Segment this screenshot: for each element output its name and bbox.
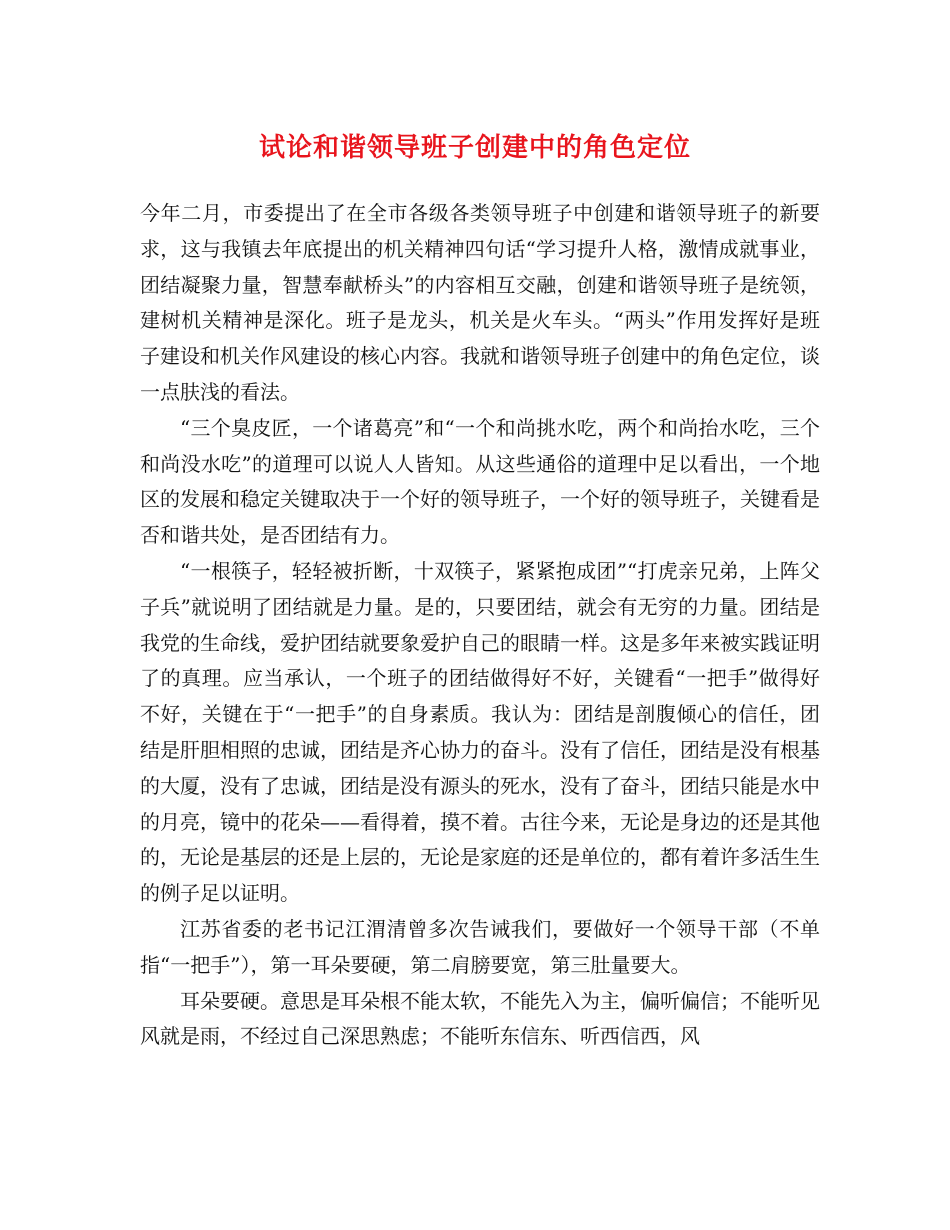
- paragraph-unity: “一根筷子，轻轻被折断，十双筷子，紧紧抱成团”“打虎亲兄弟，上阵父子兵”就说明了团结就是力量。是的，只要团结，就会有无穷的力量。团结是我党的生命线，爱护团结就要象爱护自己的眼睛一样。这是多年来被实践证明了的真理。应当承认，一个班子的团结做得好不好，关键看“一把手”做得好不好，关键在于“一把手”的自身素质。我认为：团结是剖腹倾心的信任，团结是肝胆相照的忠诚，团结是齐心协力的奋斗。没有了信任，团结是没有根基的大厦，没有了忠诚，团结是没有源头的死水，没有了奋斗，团结只能是水中的月亮，镜中的花朵——看得着，摸不着。古往今来，无论是身边的还是其他的，无论是基层的还是上层的，无论是家庭的还是单位的，都有着许多活生生的例子足以证明。: [140, 558, 820, 906]
- paragraph-intro: 今年二月，市委提出了在全市各级各类领导班子中创建和谐领导班子的新要求，这与我镇去年底提出的机关精神四句话“学习提升人格，激情成就事业，团结凝聚力量，智慧奉献桥头”的内容相互交融，创建和谐领导班子是统领，建树机关精神是深化。班子是龙头，机关是火车头。“两头”作用发挥好是班子建设和机关作风建设的核心内容。我就和谐领导班子创建中的角色定位，谈一点肤浅的看法。: [140, 201, 820, 404]
- document-title: 试论和谐领导班子创建中的角色定位: [258, 133, 691, 163]
- paragraph-jiang-weiqing: 江苏省委的老书记江渭清曾多次告诫我们，要做好一个领导干部（不单指“一把手”），第一耳朵要硬，第二肩膀要宽，第三肚量要大。: [140, 916, 820, 977]
- document-body: [140, 196, 820, 1055]
- paragraph-ears: 耳朵要硬。意思是耳朵根不能太软，不能先入为主，偏听偏信；不能听见风就是雨，不经过自己深思熟虑；不能听东信东、听西信西，风: [140, 988, 820, 1049]
- paragraph-proverb: “三个臭皮匠，一个诸葛亮”和“一个和尚挑水吃，两个和尚抬水吃，三个和尚没水吃”的道理可以说人人皆知。从这些通俗的道理中足以看出，一个地区的发展和稳定关键取决于一个好的领导班子，一个好的领导班子，关键看是否和谐共处，是否团结有力。: [140, 415, 820, 548]
